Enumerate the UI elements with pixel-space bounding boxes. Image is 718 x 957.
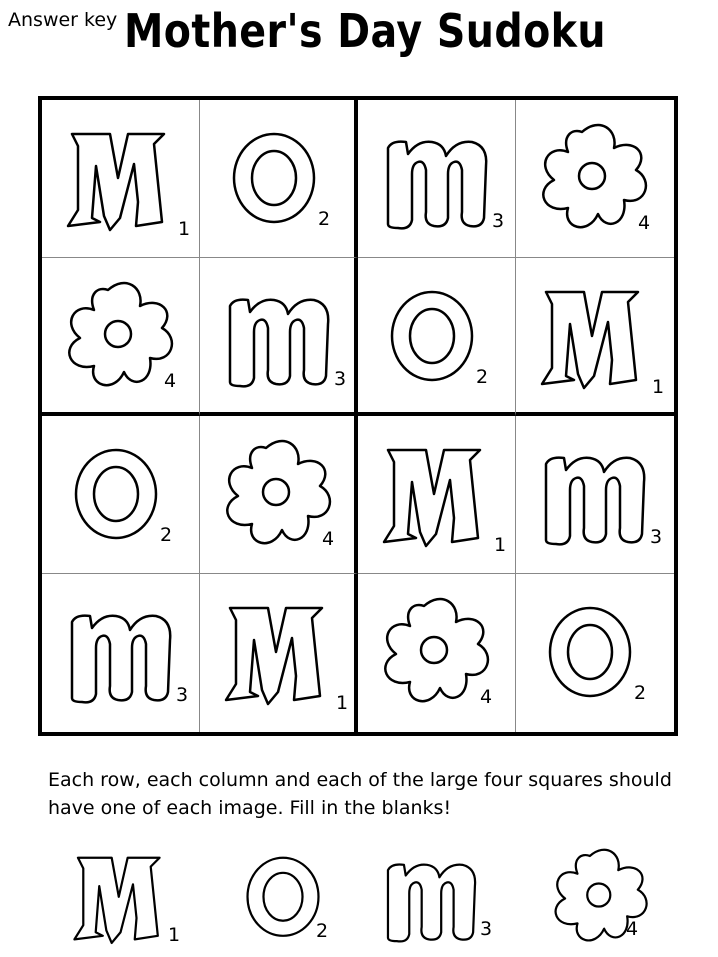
cell-number: 3 — [334, 368, 347, 390]
cell-number: 4 — [480, 686, 493, 708]
cell-number: 3 — [176, 684, 189, 706]
cell-number: 2 — [160, 524, 173, 546]
board-cell — [200, 258, 358, 416]
cell-number: 4 — [164, 370, 177, 392]
cell-number: 1 — [336, 692, 349, 714]
cell-symbol-icon — [370, 588, 494, 712]
board-cell — [516, 100, 674, 258]
board-cell — [516, 574, 674, 732]
cell-symbol-icon — [370, 114, 494, 238]
cell-symbol-icon — [212, 588, 336, 712]
cell-number: 4 — [638, 212, 651, 234]
cell-symbol-icon — [528, 114, 652, 238]
cell-symbol-icon — [212, 430, 336, 554]
cell-symbol-icon — [54, 588, 178, 712]
legend-number: 4 — [626, 918, 639, 940]
board-cell — [200, 416, 358, 574]
cell-symbol-icon — [54, 114, 178, 238]
board-cell — [42, 416, 200, 574]
legend-item — [228, 840, 368, 950]
board-cell — [200, 100, 358, 258]
legend-number: 2 — [316, 920, 329, 942]
cell-number: 2 — [318, 208, 331, 230]
board-cell — [42, 574, 200, 732]
board-cell — [42, 258, 200, 416]
board-cell — [358, 100, 516, 258]
cell-symbol-icon — [370, 430, 494, 554]
instructions-text: Each row, each column and each of the large four squares should have one of each image. Fill in the blanks! — [48, 769, 672, 819]
cell-symbol-icon — [212, 272, 336, 396]
answer-key-label: Answer key — [8, 9, 118, 31]
cell-number: 1 — [178, 218, 191, 240]
cell-number: 3 — [492, 210, 505, 232]
cell-number: 2 — [634, 682, 647, 704]
legend-symbol-icon — [372, 840, 482, 950]
legend-number: 1 — [168, 924, 181, 946]
legend-symbol-icon — [62, 840, 172, 950]
board-cell — [516, 258, 674, 416]
sudoku-board — [38, 96, 678, 736]
board-cell — [516, 416, 674, 574]
legend-item — [542, 840, 682, 950]
board-cell — [42, 100, 200, 258]
cell-number: 4 — [322, 528, 335, 550]
board-cell — [200, 574, 358, 732]
cell-number: 3 — [650, 526, 663, 548]
board-cell — [358, 574, 516, 732]
board-cell — [358, 416, 516, 574]
legend-number: 3 — [480, 918, 493, 940]
cell-number: 1 — [494, 534, 507, 556]
cell-symbol-icon — [528, 430, 652, 554]
legend-item — [372, 840, 512, 950]
cell-symbol-icon — [54, 272, 178, 396]
cell-number: 2 — [476, 366, 489, 388]
board-cell — [358, 258, 516, 416]
cell-number: 1 — [652, 376, 665, 398]
cell-symbol-icon — [528, 272, 652, 396]
legend-item — [62, 840, 202, 950]
page-title: Mother's Day Sudoku — [123, 4, 607, 58]
